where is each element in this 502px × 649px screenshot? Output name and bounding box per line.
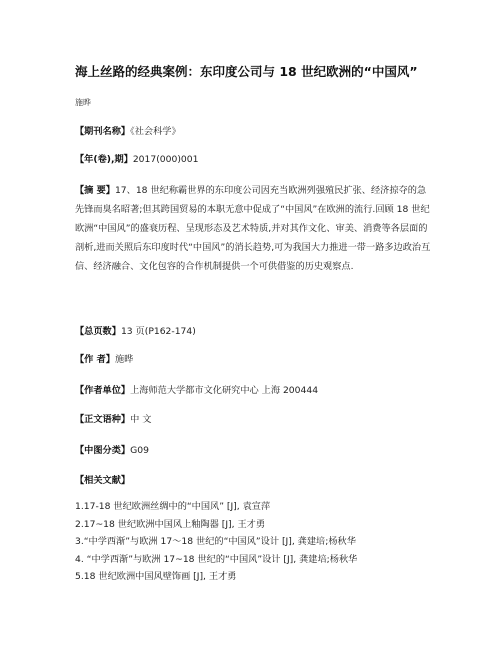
pages-label: 【总页数】: [75, 326, 121, 337]
author-label: 【作 者】: [75, 354, 115, 365]
abstract-block: [75, 181, 435, 276]
language-label: 【正文语种】: [75, 414, 131, 425]
reference-item: 1.17-18 世纪欧洲丝绸中的“中国风” [J], 袁宣萍: [75, 501, 271, 512]
reference-list: [75, 498, 455, 586]
year-row: [75, 153, 198, 166]
journal-label: 【期刊名称】: [75, 126, 131, 137]
year-label: 【年(卷),期】: [75, 154, 133, 165]
classification-row: [75, 444, 149, 457]
related-heading: [75, 474, 130, 487]
journal-row: [75, 125, 181, 138]
reference-item: 3.“中学西渐”与欧洲 17～18 世纪的“中国风”设计 [J], 龚建培;杨秋华: [75, 536, 356, 547]
language-row: [75, 413, 151, 426]
author-row: [75, 353, 133, 366]
related-label: 【相关文献】: [75, 475, 131, 486]
author-value: 施晔: [114, 354, 134, 365]
reference-item: 2.17~18 世纪欧洲中国风上釉陶器 [J], 王才勇: [75, 518, 266, 530]
pages-value: 13 页(P162-174): [120, 326, 196, 337]
affiliation-row: [75, 384, 318, 397]
reference-item: 4. “中学西渐”与欧洲 17~18 世纪的“中国风”设计 [J], 龚建培;杨秋华: [75, 553, 358, 565]
document-title: 海上丝路的经典案例：东印度公司与 18 世纪欧洲的“中国风”: [75, 64, 418, 79]
affiliation-label: 【作者单位】: [75, 385, 131, 396]
journal-value: 《社会科学》: [130, 126, 181, 137]
affiliation-value: 上海师范大学都市文化研究中心 上海 200444: [130, 385, 319, 396]
language-value: 中 文: [130, 414, 152, 425]
year-value: 2017(000)001: [132, 154, 199, 165]
classification-label: 【中图分类】: [75, 445, 131, 456]
abstract-label: 【摘 要】: [75, 185, 115, 196]
abstract-text: 17、18 世纪称霸世界的东印度公司因充当欧洲列强殖民扩张、经济掠夺的急先锋而臭名昭著;但其跨国贸易的本职无意中促成了“中国风”在欧洲的流行.回顾 18 世纪欧洲“中国风”的盛衰历程、呈现形态及艺术特质,并对其作文化、审美、消费等各层面的剖析,进而关照后东印度时代“中国风”的消长趋势,可为我国大力推进一带一路多边政治互信、经济融合、文化包容的合作机制提供一个可供借鉴的历史观察点.: [75, 185, 431, 272]
author-byline: 施晔: [75, 98, 91, 107]
pages-row: [75, 325, 196, 338]
reference-item: 5.18 世纪欧洲中国风壁饰画 [J], 王才勇: [75, 571, 237, 582]
classification-value: G09: [130, 445, 149, 456]
